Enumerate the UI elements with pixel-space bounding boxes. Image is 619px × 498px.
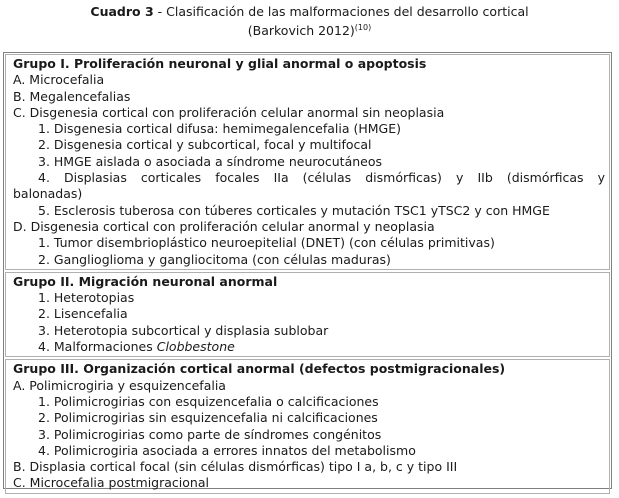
list-item-text: 4. Malformaciones	[38, 339, 157, 355]
group-2	[5, 272, 610, 357]
list-item: 3. Polimicrogirias como parte de síndromes congénitos	[38, 426, 382, 442]
caption-source: (Barkovich 2012)	[247, 23, 355, 39]
list-item: C. Microcefalia postmigracional	[13, 475, 209, 491]
caption-title: - Clasificación de las malformaciones del desarrollo cortical	[153, 4, 529, 19]
list-item: 1. Disgenesia cortical difusa: hemimegalencefalia (HMGE)	[38, 121, 402, 137]
list-item-emphasis: Clobbestone	[156, 339, 235, 355]
list-item: 2. Ganglioglioma y gangliocitoma (con células maduras)	[38, 251, 391, 267]
list-item: A. Polimicrogiria y esquizencefalia	[13, 377, 226, 393]
list-item: 2. Polimicrogirias sin esquizencefalia ni calcificaciones	[38, 410, 378, 426]
list-item: 1. Heterotopias	[38, 290, 135, 306]
list-item: C. Disgenesia cortical con proliferación celular anormal sin neoplasia	[13, 104, 445, 120]
list-item: 3. Heterotopia subcortical y displasia sublobar	[38, 322, 329, 338]
group-title: Grupo III. Organización cortical anormal (defectos postmigracionales)	[13, 361, 506, 377]
caption-reference: (10)	[354, 23, 372, 32]
list-item-continuation: balonadas)	[13, 186, 83, 202]
classification-table	[3, 52, 612, 489]
group-title: Grupo I. Proliferación neuronal y glial anormal o apoptosis	[13, 56, 427, 71]
list-item: 2. Disgenesia cortical y subcortical, focal y multifocal	[38, 137, 372, 153]
group-title: Grupo II. Migración neuronal anormal	[13, 273, 278, 289]
list-item: B. Displasia cortical focal (sin células dismórficas) tipo I a, b, c y tipo III	[13, 459, 458, 475]
list-item: B. Megalencefalias	[13, 88, 131, 104]
caption-label: Cuadro 3	[90, 4, 154, 19]
list-item: 4. Polimicrogiria asociada a errores innatos del metabolismo	[38, 442, 416, 458]
list-item: 1. Tumor disembrioplástico neuroepitelial (DNET) (con células primitivas)	[38, 235, 495, 251]
list-item: A. Microcefalia	[13, 72, 105, 88]
list-item: 1. Polimicrogirias con esquizencefalia o calcificaciones	[38, 393, 379, 409]
list-item: 5. Esclerosis tuberosa con túberes corticales y mutación TSC1 yTSC2 y con HMGE	[38, 202, 550, 218]
list-item: 4. Displasias corticales focales IIa (células dismórficas) y IIb (dismórficas y	[38, 170, 605, 186]
group-1	[5, 54, 610, 270]
list-item	[13, 339, 605, 355]
list-item: D. Disgenesia cortical con proliferación celular anormal y neoplasia	[13, 218, 435, 234]
group-3	[5, 359, 610, 493]
table-caption	[0, 0, 619, 39]
list-item: 2. Lisencefalia	[38, 306, 128, 322]
list-item: 3. HMGE aislada o asociada a síndrome neurocutáneos	[38, 153, 383, 169]
